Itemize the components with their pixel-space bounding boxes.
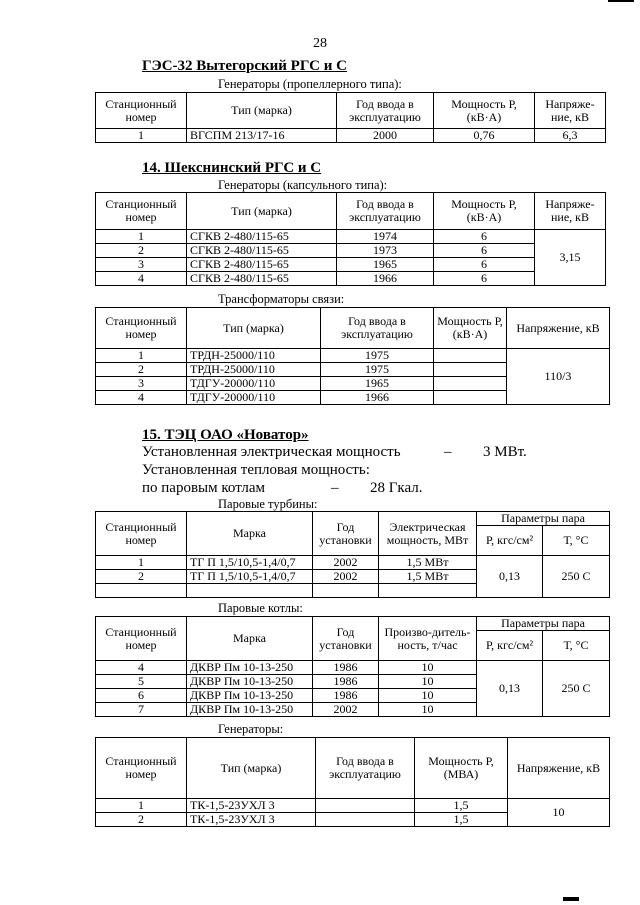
- col-group-header: Параметры пара: [477, 617, 610, 631]
- section-title-novator: 15. ТЭЦ ОАО «Новатор»: [142, 427, 309, 443]
- cell: ТГ П 1,5/10,5-1,4/0,7: [187, 570, 313, 584]
- dash: –: [331, 480, 339, 496]
- col-header: Марка: [187, 617, 313, 661]
- cell: 2: [96, 813, 187, 827]
- transformers-caption: Трансформаторы связи:: [218, 292, 345, 306]
- cell: 6: [434, 244, 535, 258]
- boilers-caption: Паровые котлы:: [218, 601, 303, 615]
- cell: 2002: [313, 556, 379, 570]
- cell: 1966: [337, 272, 434, 286]
- col-header: Напряже-ние, кВ: [535, 193, 606, 230]
- col-header: Тип (марка): [187, 738, 316, 799]
- table-row: [96, 244, 606, 258]
- installed-thermal-capacity-label: Установленная тепловая мощность:: [142, 462, 370, 478]
- col-header: Станционный номер: [96, 308, 187, 349]
- cell: 1: [96, 129, 187, 143]
- cell: СГКВ 2-480/115-65: [187, 230, 337, 244]
- top-right-mark: [608, 0, 634, 2]
- col-header: Тип (марка): [187, 193, 337, 230]
- cell: ДКВР Пм 10-13-250: [187, 689, 313, 703]
- cell: 6,3: [535, 129, 606, 143]
- turbines-caption: Паровые турбины:: [218, 497, 318, 511]
- cell: 1: [96, 556, 187, 570]
- cell: ДКВР Пм 10-13-250: [187, 703, 313, 717]
- cell: 4: [96, 272, 187, 286]
- section-title-sheksninsky: 14. Шекснинский РГС и С: [142, 160, 322, 176]
- novator-generators-table: [95, 737, 610, 827]
- cell: 1973: [337, 244, 434, 258]
- cell: ТДГУ-20000/110: [187, 391, 321, 405]
- cell: 6: [434, 272, 535, 286]
- cell: 6: [434, 230, 535, 244]
- col-header: Тип (марка): [187, 93, 337, 129]
- cell: 5: [96, 675, 187, 689]
- section-title-vytegorsky: ГЭС-32 Вытегорский РГС и С: [142, 58, 347, 74]
- cell: 1986: [313, 675, 379, 689]
- col-header: Напряжение, кВ: [507, 308, 610, 349]
- cell: 1965: [321, 377, 434, 391]
- cell: 10: [379, 703, 477, 717]
- col-header: Мощность Р, (кВ·А): [434, 93, 535, 129]
- temperature-cell: 250 С: [543, 661, 610, 717]
- cell: [379, 584, 477, 598]
- col-header: Т, °С: [543, 526, 610, 556]
- dash: –: [444, 444, 452, 460]
- col-header: Т, °С: [543, 631, 610, 661]
- col-header: Станционный номер: [96, 512, 187, 556]
- vytegorsky-generators-table: [95, 92, 606, 143]
- table-row: [96, 272, 606, 286]
- col-header: Тип (марка): [187, 308, 321, 349]
- cell: 1975: [321, 363, 434, 377]
- cell: 1: [96, 230, 187, 244]
- col-header: Напряжение, кВ: [508, 738, 610, 799]
- table-row: [96, 799, 610, 813]
- cell: 1: [96, 799, 187, 813]
- voltage-cell: 3,15: [535, 230, 606, 286]
- steam-turbines-table: [95, 511, 610, 598]
- installed-electric-capacity-value: 3 МВт.: [483, 444, 527, 460]
- col-header: Год ввода в эксплуатацию: [316, 738, 415, 799]
- cell: [434, 363, 507, 377]
- cell: [187, 584, 313, 598]
- cell: СГКВ 2-480/115-65: [187, 244, 337, 258]
- cell: [434, 349, 507, 363]
- cell: 1: [96, 349, 187, 363]
- col-group-header: Параметры пара: [477, 512, 610, 526]
- table-row: [96, 556, 610, 570]
- temperature-cell: 250 С: [543, 556, 610, 598]
- cell: ДКВР Пм 10-13-250: [187, 661, 313, 675]
- cell: 1974: [337, 230, 434, 244]
- col-header: Год ввода в эксплуатацию: [337, 193, 434, 230]
- cell: ТРДН-25000/110: [187, 363, 321, 377]
- cell: [313, 584, 379, 598]
- steam-boilers-table: [95, 616, 610, 717]
- cell: ТДГУ-20000/110: [187, 377, 321, 391]
- cell: 10: [379, 675, 477, 689]
- col-header: Мощность Р, (кВ·А): [434, 308, 507, 349]
- col-header: Мощность Р, (кВ·А): [434, 193, 535, 230]
- col-header: Год ввода в эксплуатацию: [337, 93, 434, 129]
- cell: 4: [96, 661, 187, 675]
- col-header: Электрическая мощность, МВт: [379, 512, 477, 556]
- generators-caption: Генераторы (капсульного типа):: [218, 178, 388, 192]
- cell: СГКВ 2-480/115-65: [187, 272, 337, 286]
- cell: [434, 377, 507, 391]
- col-header: Напряже-ние, кВ: [535, 93, 606, 129]
- cell: 2002: [313, 703, 379, 717]
- cell: ТК-1,5-23УХЛ 3: [187, 799, 316, 813]
- cell: ТГ П 1,5/10,5-1,4/0,7: [187, 556, 313, 570]
- col-header: Год ввода в эксплуатацию: [321, 308, 434, 349]
- table-row: [96, 661, 610, 675]
- cell: [316, 799, 415, 813]
- col-header: Станционный номер: [96, 617, 187, 661]
- cell: 1,5 МВт: [379, 570, 477, 584]
- cell: ДКВР Пм 10-13-250: [187, 675, 313, 689]
- table-row: [96, 129, 606, 143]
- cell: 0,76: [434, 129, 535, 143]
- boilers-capacity-value: 28 Гкал.: [370, 480, 423, 496]
- col-header: Станционный номер: [96, 93, 187, 129]
- table-row: [96, 349, 610, 363]
- cell: 1986: [313, 661, 379, 675]
- cell: 3: [96, 258, 187, 272]
- cell: 10: [379, 661, 477, 675]
- col-header: Год установки: [313, 617, 379, 661]
- col-header: Марка: [187, 512, 313, 556]
- cell: 1986: [313, 689, 379, 703]
- cell: ТРДН-25000/110: [187, 349, 321, 363]
- col-header: Р, кгс/см²: [477, 526, 543, 556]
- col-header: Произво-дитель-ность, т/час: [379, 617, 477, 661]
- sheksninsky-transformers-table: [95, 307, 610, 405]
- cell: СГКВ 2-480/115-65: [187, 258, 337, 272]
- boilers-capacity-label: по паровым котлам: [142, 480, 266, 496]
- cell: 10: [379, 689, 477, 703]
- installed-electric-capacity-label: Установленная электрическая мощность: [142, 444, 401, 460]
- cell: 1,5: [415, 799, 508, 813]
- cell: 2: [96, 244, 187, 258]
- sheksninsky-generators-table: [95, 192, 606, 286]
- cell: 2: [96, 363, 187, 377]
- col-header: Станционный номер: [96, 193, 187, 230]
- pressure-cell: 0,13: [477, 661, 543, 717]
- cell: ТК-1,5-23УХЛ 3: [187, 813, 316, 827]
- cell: [434, 391, 507, 405]
- col-header: Мощность Р, (МВА): [415, 738, 508, 799]
- voltage-cell: 110/3: [507, 349, 610, 405]
- cell: 2: [96, 570, 187, 584]
- cell: ВГСПМ 213/17-16: [187, 129, 337, 143]
- table-row: [96, 258, 606, 272]
- cell: 1975: [321, 349, 434, 363]
- cell: 4: [96, 391, 187, 405]
- cell: 3: [96, 377, 187, 391]
- page-number: 28: [313, 36, 327, 51]
- cell: 2000: [337, 129, 434, 143]
- col-header: Р, кгс/см²: [477, 631, 543, 661]
- cell: 1,5 МВт: [379, 556, 477, 570]
- pressure-cell: 0,13: [477, 556, 543, 598]
- cell: 2002: [313, 570, 379, 584]
- cell: [316, 813, 415, 827]
- generators-caption: Генераторы (пропеллерного типа):: [218, 77, 402, 91]
- cell: 6: [96, 689, 187, 703]
- voltage-cell: 10: [508, 799, 610, 827]
- cell: [96, 584, 187, 598]
- cell: 1966: [321, 391, 434, 405]
- cell: 7: [96, 703, 187, 717]
- bottom-right-mark: [563, 897, 579, 901]
- generators-caption: Генераторы:: [218, 722, 284, 736]
- table-row: [96, 230, 606, 244]
- col-header: Год установки: [313, 512, 379, 556]
- cell: 6: [434, 258, 535, 272]
- cell: 1,5: [415, 813, 508, 827]
- col-header: Станционный номер: [96, 738, 187, 799]
- cell: 1965: [337, 258, 434, 272]
